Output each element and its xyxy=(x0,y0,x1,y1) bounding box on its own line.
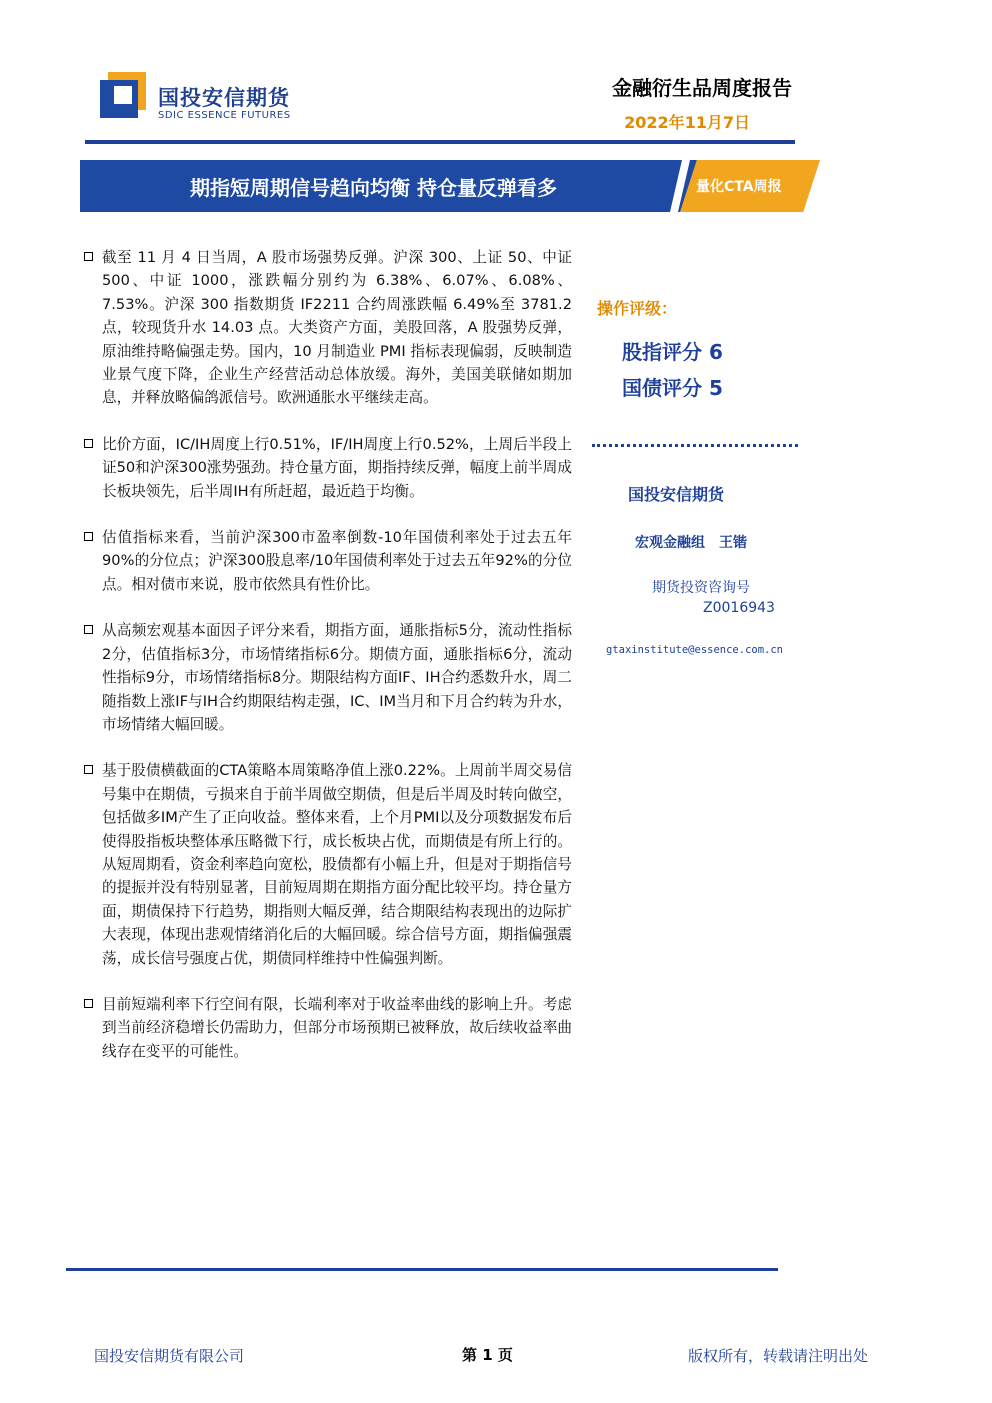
header-divider xyxy=(85,140,795,144)
sidebar-divider xyxy=(592,444,798,447)
paragraph-text: 目前短端利率下行空间有限，长端利率对于收益率曲线的影响上升。考虑到当前经济稳增长仍需助力，但部分市场预期已被释放，故后续收益率曲线存在变平的可能性。 xyxy=(102,995,572,1060)
checkbox-bullet-icon xyxy=(84,439,93,448)
bullet-paragraph xyxy=(82,759,572,970)
logo-text-cn: 国投安信期货 xyxy=(158,86,290,110)
checkbox-bullet-icon xyxy=(84,765,93,774)
footer-copyright: 版权所有，转载请注明出处 xyxy=(688,1347,869,1365)
bullet-paragraph xyxy=(82,993,572,1063)
paragraph-text: 估值指标来看，当前沪深300市盈率倒数-10年国债利率处于过去五年90%的分位点；沪深300股息率/10年国债利率处于过去五年92%的分位点。相对债市来说，股市依然具有性价比。 xyxy=(102,529,572,593)
report-tag: 量化CTA周报 xyxy=(696,179,782,195)
analyst-name: 宏观金融组 王锴 xyxy=(635,535,747,551)
checkbox-bullet-icon xyxy=(84,532,93,541)
footer-divider xyxy=(66,1268,778,1271)
bullet-paragraph xyxy=(82,433,572,503)
title-banner xyxy=(80,160,820,212)
report-title: 期指短周期信号趋向均衡 持仓量反弹看多 xyxy=(190,176,557,200)
checkbox-bullet-icon xyxy=(84,252,93,261)
paragraph-text: 从高频宏观基本面因子评分来看，期指方面，通胀指标5分，流动性指标2分，估值指标3分，市场情绪指标6分。期债方面，通胀指标6分，流动性指标9分，市场情绪指标8分。期限结构方面IF、IH合约悉数升水，周二随指数上涨IF与IH合约期限结构走强，IC、IM当月和下月合约转为升水，市场情绪大幅回暖。 xyxy=(102,622,572,733)
report-date: 2022年11月7日 xyxy=(624,113,750,132)
paragraph-text: 比价方面，IC/IH周度上行0.51%，IF/IH周度上行0.52%，上周后半段上证50和沪深300涨势强劲。持仓量方面，期指持续反弹，幅度上前半周成长板块领先，后半周IH有所赶超，最近趋于均衡。 xyxy=(102,435,572,500)
bullet-paragraph xyxy=(82,526,572,596)
checkbox-bullet-icon xyxy=(84,625,93,634)
paragraph-text: 截至 11 月 4 日当周，A 股市场强势反弹。沪深 300、上证 50、中证 500、中证 1000，涨跌幅分别约为 6.38%、6.07%、6.08%、7.53%。沪深 300 指数期货 IF2211 合约周涨跌幅 6.49%至 3781.2 点，较现货升水 14.03 点。大类资产方面，美股回落，A 股强势反弹，原油维持略偏强走势。国内，10 月制造业 PMI 指标表现偏弱，反映制造业景气度下降，企业生产经营活动总体放缓。海外，美国美联储如期加息，并释放略偏鸽派信号。欧洲通胀水平继续走高。 xyxy=(102,249,572,407)
report-type: 金融衍生品周度报告 xyxy=(612,76,792,100)
sidebar-company: 国投安信期货 xyxy=(628,485,725,504)
page-number: 第 1 页 xyxy=(462,1346,513,1364)
logo xyxy=(100,72,300,128)
stock-index-score: 股指评分 6 xyxy=(622,340,723,364)
paragraph-text: 基于股债横截面的CTA策略本周策略净值上涨0.22%。上周前半周交易信号集中在期债，亏损来自于前半周做空期债，但是后半周及时转向做空，包括做多IM产生了正向收益。整体来看，上个月PMI以及分项数据发布后使得股指板块整体承压略微下行，成长板块占优，而期债是有所上行的。从短周期看，资金利率趋向宽松，股债都有小幅上升，但是对于期指信号的提振并没有特别显著，目前短周期在期指方面分配比较平均。持仓量方面，期债保持下行趋势，期指则大幅反弹，结合期限结构表现出的边际扩大表现，体现出悲观情绪消化后的大幅回暖。综合信号方面，期指偏强震荡，成长信号强度占优，期债同样维持中性偏强判断。 xyxy=(102,762,572,967)
bond-score: 国债评分 5 xyxy=(622,376,723,400)
bullet-paragraph xyxy=(82,246,572,410)
license-number: Z0016943 xyxy=(703,600,775,616)
main-content xyxy=(82,246,572,1086)
contact-email[interactable]: gtaxinstitute@essence.com.cn xyxy=(606,644,784,656)
bullet-paragraph xyxy=(82,619,572,736)
license-label: 期货投资咨询号 xyxy=(652,580,750,596)
logo-text-en: SDIC ESSENCE FUTURES xyxy=(158,110,291,121)
footer-company: 国投安信期货有限公司 xyxy=(94,1347,245,1365)
rating-title: 操作评级： xyxy=(597,299,678,318)
logo-mark-icon xyxy=(100,72,146,118)
checkbox-bullet-icon xyxy=(84,999,93,1008)
